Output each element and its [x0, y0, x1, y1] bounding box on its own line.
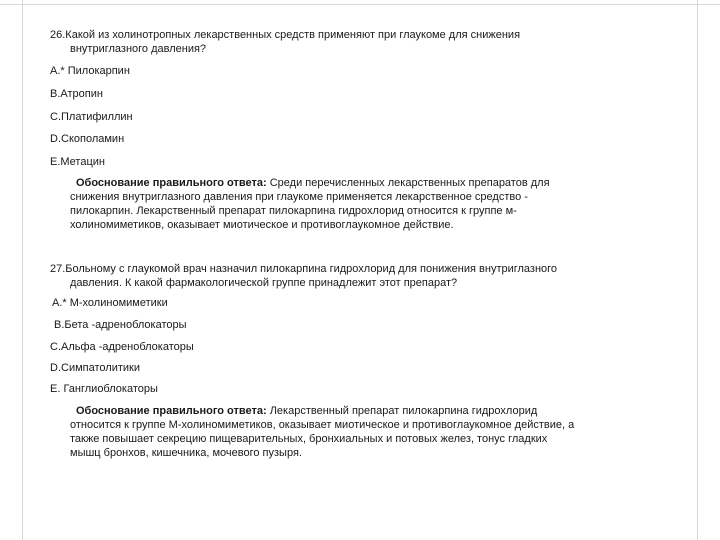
q26-option-c: C.Платифиллин: [50, 111, 133, 123]
q27-explanation-text1: Лекарственный препарат пилокарпина гидрохлорид: [266, 405, 538, 417]
slide-left-border: [22, 0, 23, 540]
q27-option-c: C.Альфа -адреноблокаторы: [50, 341, 194, 353]
q26-explanation-line4: холиномиметиков, оказывает миотическое и противоглаукомное действие.: [70, 219, 454, 231]
q26-option-b: B.Атропин: [50, 88, 103, 100]
question-26-line1: [50, 28, 520, 42]
q27-explanation-line1: [76, 404, 537, 418]
q26-explanation-text1: Среди перечисленных лекарственных препаратов для: [266, 177, 550, 189]
q26-explanation-line3: пилокарпин. Лекарственный препарат пилокарпина гидрохлорид относится к группе м-: [70, 205, 517, 217]
q27-option-b: B.Бета -адреноблокаторы: [54, 319, 187, 331]
question-26-number: 26.: [50, 29, 66, 41]
q27-option-a: A.* М-холиномиметики: [52, 297, 168, 309]
q27-explanation-line4: мышц бронхов, кишечника, мочевого пузыря.: [70, 447, 302, 459]
slide-top-border: [0, 0, 720, 5]
q26-explanation-label: Обоснование правильного ответа:: [76, 177, 267, 189]
question-26-text-line1: Какой из холинотропных лекарственных средств применяют при глаукоме для снижения: [65, 29, 521, 41]
question-27-line1: [50, 262, 557, 276]
q27-explanation-line2: относится к группе М-холиномиметиков, оказывает миотическое и противоглаукомное действие, а: [70, 419, 575, 431]
q27-explanation-line3: также повышает секрецию пищеварительных, бронхиальных и потовых желез, тонус гладких: [70, 433, 548, 445]
q26-explanation-line2: снижения внутриглазного давления при глаукоме применяется лекарственное средство -: [70, 191, 528, 203]
q27-option-e: E. Ганглиоблокаторы: [50, 383, 158, 395]
q27-option-d: D.Симпатолитики: [50, 362, 140, 374]
q27-explanation-label: Обоснование правильного ответа:: [76, 405, 267, 417]
q26-option-e: E.Метацин: [50, 156, 105, 168]
q26-explanation-line1: [76, 176, 550, 190]
slide-right-border: [697, 0, 698, 540]
q26-option-d: D.Скополамин: [50, 133, 125, 145]
q26-option-a: A.* Пилокарпин: [50, 65, 130, 77]
question-26-text-line2: внутриглазного давления?: [70, 43, 207, 55]
question-27-text-line1: Больному с глаукомой врач назначил пилокарпина гидрохлорид для понижения внутриглазного: [65, 263, 558, 275]
question-27-text-line2: давления. К какой фармакологической группе принадлежит этот препарат?: [70, 277, 458, 289]
question-27-number: 27.: [50, 263, 66, 275]
